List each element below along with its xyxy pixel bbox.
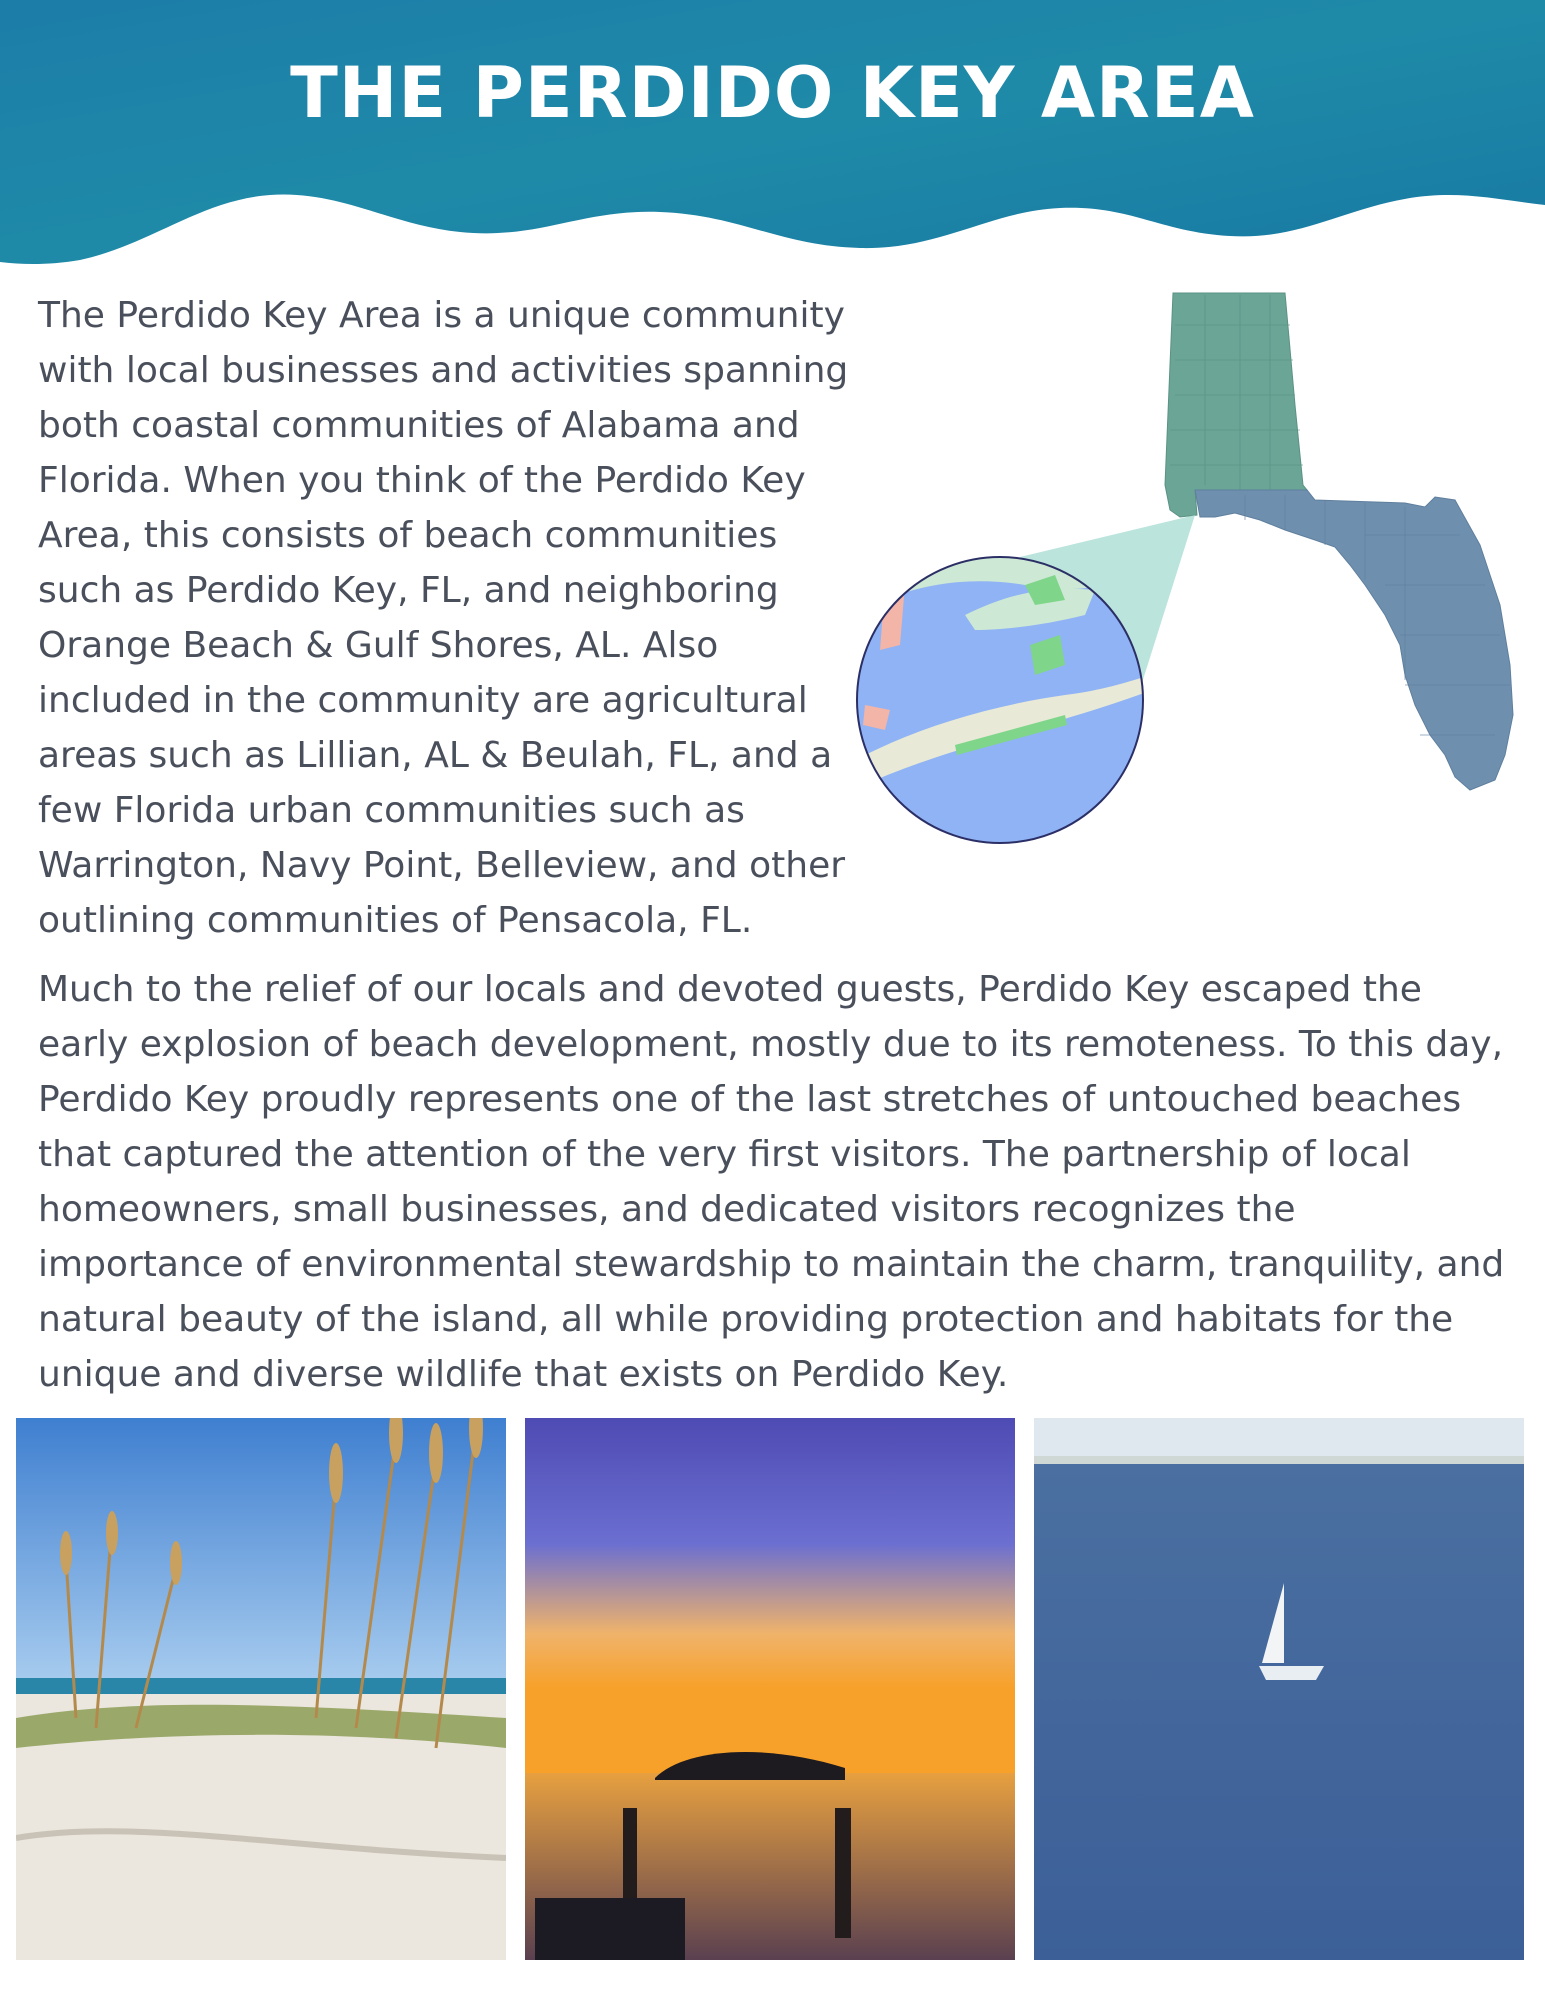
header-banner [0, 0, 1545, 270]
page-title: THE PERDIDO KEY AREA [290, 52, 1255, 134]
intro-paragraph: The Perdido Key Area is a unique community with local businesses and activities spanning both coastal communities of Alabama and Florida. When you think of the Perdido Key Area, this consists of beach communities such as Perdido Key, FL, and neighboring Orange Beach & Gulf Shores, AL. Also included in the community are agricultural areas such as Lillian, AL & Beulah, FL, and a few Florida urban communities such as Warrington, Navy Point, Belleview, and other outlining communities of Pensacola, FL. [38, 295, 849, 941]
alabama-shape [1165, 293, 1307, 517]
wave-background [0, 0, 1545, 270]
beach-dunes-photo [16, 1418, 506, 1960]
alabama-florida-map [845, 285, 1525, 855]
florida-shape [1195, 490, 1513, 790]
sailboat-photo [1034, 1418, 1524, 1960]
main-paragraph: Much to the relief of our locals and devoted guests, Perdido Key escaped the early explosion of beach development, mostly due to its remoteness. To this day, Perdido Key proudly represents one of the last stretches of untouched beaches that captured the attention of the very first visitors. The partnership of local homeowners, small businesses, and dedicated visitors recognizes the importance of environmental stewardship to maintain the charm, tranquility, and natural beauty of the island, all while providing protection and habitats for the unique and diverse wildlife that exists on Perdido Key. [38, 969, 1505, 1395]
sunset-photo [525, 1418, 1015, 1960]
